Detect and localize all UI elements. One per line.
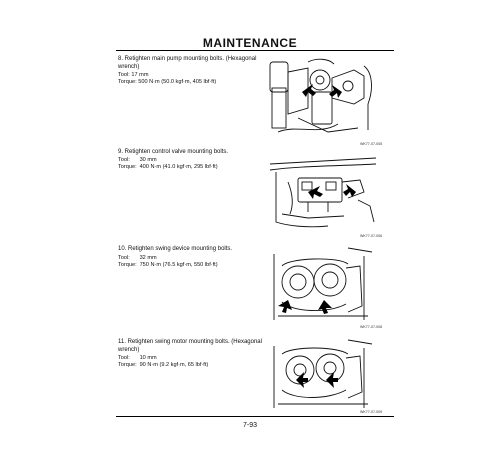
pointer-arrow-icon xyxy=(318,300,332,314)
swing-motor-illustration xyxy=(268,338,378,410)
step-11-torque xyxy=(118,362,208,370)
figure-code: WK77-07-008 xyxy=(360,325,383,329)
figure-code: WK77-07-005 xyxy=(360,142,383,146)
tool-label: Tool: xyxy=(118,72,130,78)
page-title: MAINTENANCE xyxy=(202,36,298,50)
header-divider xyxy=(116,50,394,51)
tool-label: Tool: xyxy=(118,355,130,361)
pointer-arrow-icon xyxy=(326,372,338,388)
pointer-arrow-icon xyxy=(343,184,356,197)
torque-label: Torque: xyxy=(118,362,137,368)
torque-value: 750 N·m (76.5 kgf·m, 550 lbf·ft) xyxy=(139,262,218,268)
torque-value: 400 N·m (41.0 kgf·m, 295 lbf·ft) xyxy=(139,164,218,170)
figure-swing-motor xyxy=(268,338,378,410)
tool-value: 17 mm xyxy=(131,72,149,78)
pointer-arrow-icon xyxy=(329,85,342,98)
pointer-arrow-icon xyxy=(278,300,292,313)
torque-label: Torque: xyxy=(118,262,137,268)
pointer-arrow-icon xyxy=(302,84,316,97)
torque-label: Torque: xyxy=(118,79,137,85)
tool-value: 30 mm xyxy=(139,157,157,163)
tool-label: Tool: xyxy=(118,157,130,163)
figure-code: WK77-07-009 xyxy=(360,410,383,414)
figure-control-valve xyxy=(268,152,378,230)
figure-swing-device xyxy=(268,246,378,324)
torque-label: Torque: xyxy=(118,164,137,170)
tool-label: Tool: xyxy=(118,255,130,261)
tool-value: 32 mm xyxy=(139,255,157,261)
step-11-title: 11. Retighten swing motor mounting bolts. (Hexagonal wrench) xyxy=(118,339,262,353)
footer-divider xyxy=(116,416,394,417)
step-8-torque xyxy=(118,79,216,87)
figure-main-pump xyxy=(268,58,378,138)
main-pump-illustration xyxy=(268,58,378,138)
figure-code: WK77-07-006 xyxy=(360,234,383,238)
torque-value: 500 N·m (50.0 kgf·m, 405 lbf·ft) xyxy=(138,79,217,85)
step-10-title: 10. Retighten swing device mounting bolts. xyxy=(118,246,233,252)
pointer-arrow-icon xyxy=(296,372,308,388)
page-number: 7-93 xyxy=(242,422,257,429)
step-9-torque xyxy=(118,164,218,172)
step-10-torque xyxy=(118,262,218,270)
step-9-title: 9. Retighten control valve mounting bolts. xyxy=(118,149,229,155)
control-valve-illustration xyxy=(268,152,378,230)
pointer-arrow-icon xyxy=(308,186,323,199)
torque-value: 90 N·m (9.2 kgf·m, 65 lbf·ft) xyxy=(139,362,209,368)
tool-value: 10 mm xyxy=(139,355,157,361)
step-8-title: 8. Retighten main pump mounting bolts. (Hexagonal wrench) xyxy=(118,56,257,70)
swing-device-illustration xyxy=(268,246,378,324)
